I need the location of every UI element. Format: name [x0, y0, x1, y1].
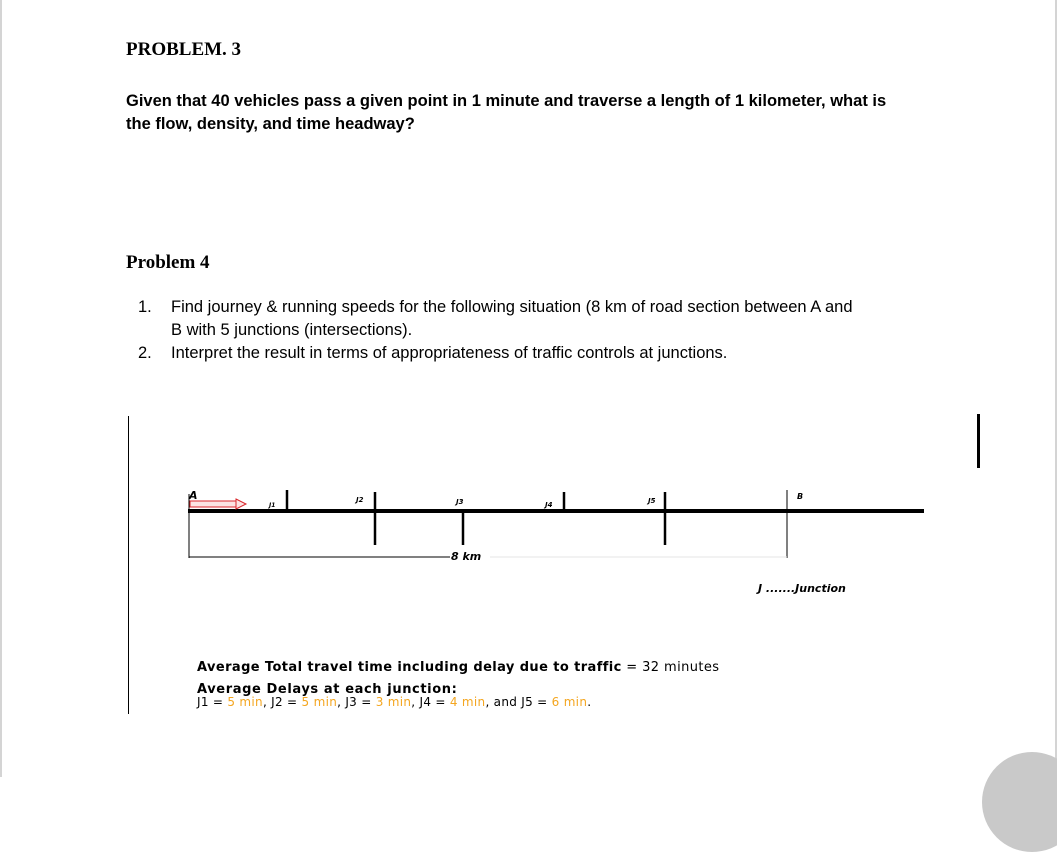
label-j2: J2 — [356, 496, 364, 504]
junction-legend: J .......Junction — [758, 582, 846, 595]
label-b: B — [797, 492, 804, 501]
problem4-item-2-number: 2. — [138, 344, 152, 362]
delay-j1-sep: , — [262, 695, 272, 709]
label-j4: J4 — [545, 501, 553, 509]
delay-j2-sep: , — [337, 695, 346, 709]
label-a: A — [189, 489, 198, 502]
total-travel-time-equals: = — [621, 660, 643, 675]
delay-j3-value: 3 min — [375, 695, 412, 709]
problem4-title: Problem 4 — [126, 252, 210, 273]
delay-j2-value: 5 min — [301, 695, 338, 709]
label-j5: J5 — [648, 497, 656, 505]
problem3-title: PROBLEM. 3 — [126, 39, 242, 60]
problem4-item-2-line1: Interpret the result in terms of appropriateness of traffic controls at junctions. — [171, 344, 728, 362]
total-travel-time-value: 32 minutes — [642, 660, 720, 675]
problem3-question-line2: the flow, density, and time headway? — [126, 115, 415, 133]
problem4-item-1-line2: B with 5 junctions (intersections). — [171, 321, 413, 339]
total-travel-time — [197, 660, 719, 675]
delay-j1-label: J1 = — [197, 695, 228, 709]
delay-j3-sep: , — [411, 695, 420, 709]
total-travel-time-label: Average Total travel time including delay due to traffic — [197, 660, 622, 675]
problem3-question-line1: Given that 40 vehicles pass a given point in 1 minute and traverse a length of 1 kilometer, what is — [126, 92, 887, 110]
delay-j5-sep: . — [587, 695, 592, 709]
problem4-item-1-line1: Find journey & running speeds for the following situation (8 km of road section between A and — [171, 298, 853, 316]
delay-j5-label: J5 = — [521, 695, 552, 709]
delay-j5-value: 6 min — [551, 695, 588, 709]
delay-j3-label: J3 = — [345, 695, 376, 709]
delay-j4-label: J4 = — [419, 695, 450, 709]
delay-j2-label: J2 = — [271, 695, 302, 709]
problem4-item-1-number: 1. — [138, 298, 152, 316]
label-j1: J1 — [269, 502, 276, 509]
delays-title: Average Delays at each junction: — [197, 682, 458, 697]
direction-arrow-icon — [190, 499, 246, 509]
label-j3: J3 — [456, 498, 464, 506]
delay-j4-value: 4 min — [449, 695, 486, 709]
delay-j1-value: 5 min — [227, 695, 263, 709]
distance-label: 8 km — [451, 550, 482, 563]
delay-j4-sep: , and — [485, 695, 522, 709]
delays-values — [197, 695, 591, 709]
